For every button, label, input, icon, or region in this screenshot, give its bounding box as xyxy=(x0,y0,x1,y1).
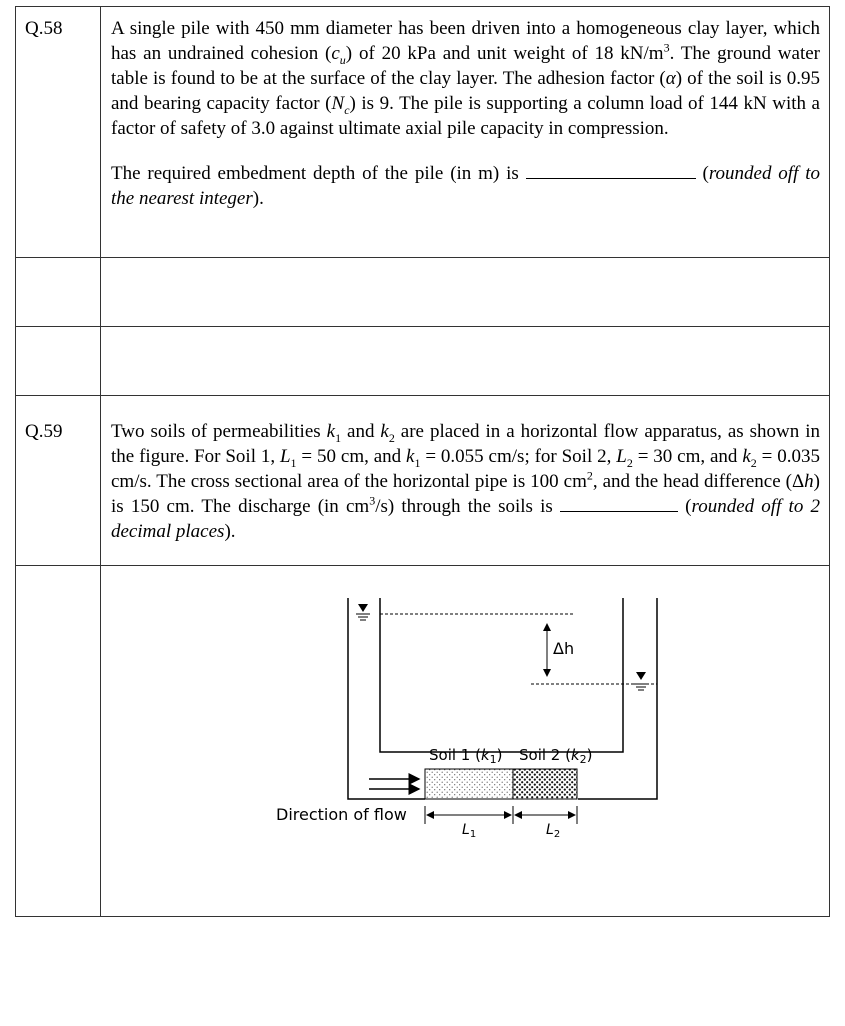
flow-direction-arrows xyxy=(369,779,419,789)
left-tube-outer-wall xyxy=(348,598,425,799)
q59-statement: Two soils of permeabilities $k_1$ and $k_2$ are placed in a horizontal flow apparatus, as shown in the figure. For Soil 1, $L_1 = 50$ cm, and $k_1 = 0.055$ cm/s; for Soil 2, $L_2 = 30$ cm, and $k_2 = 0.035$ cm/s. The cross sectional area of the horizontal pipe is 100 $cm^2$, and the head difference (Δh) is 150 cm. The discharge (in $cm^3/s$) through the soils is (rounded off to 2 decimal places). xyxy=(111,421,821,542)
soil-2-label: Soil 2 $(k_2)$ xyxy=(519,746,593,766)
subscript: c xyxy=(344,102,350,117)
q58-text xyxy=(101,7,830,258)
spacer-cell xyxy=(16,327,101,396)
italic-symbol: k xyxy=(406,446,415,467)
spacer-cell xyxy=(16,258,101,327)
italic-symbol: L xyxy=(616,446,627,467)
superscript: 2 xyxy=(586,468,593,483)
q58-question: The required embedment depth of the pile (in m) is (rounded off to the nearest integer). xyxy=(111,163,820,209)
q59-text xyxy=(101,396,830,566)
subscript: 2 xyxy=(626,455,633,470)
q58-row xyxy=(16,7,830,258)
answer-blank xyxy=(560,496,678,512)
italic-symbol: N xyxy=(331,93,345,114)
subscript: 1 xyxy=(290,455,297,470)
figure-row xyxy=(16,566,830,917)
italic-symbol: α xyxy=(665,68,676,89)
subscript: 2 xyxy=(750,455,757,470)
italic-symbol: k xyxy=(380,421,389,442)
spacer-cell xyxy=(101,327,830,396)
right-water-level-symbol xyxy=(634,672,648,690)
inner-wall xyxy=(380,598,623,752)
italic-symbol: rounded off to the nearest integer xyxy=(111,163,820,209)
subscript: 1 xyxy=(335,430,342,445)
figure-cell xyxy=(101,566,830,917)
question-number: Q.58 xyxy=(16,7,101,258)
italic-symbol: k xyxy=(326,421,336,442)
q58-statement: A single pile with 450 mm diameter has been driven into a homogeneous clay layer, which has an undrained cohesion $(c_u)$ of 20 kPa and unit weight of 18 $kN/m^3$. The ground water table is found to be at the surface of the clay layer. The adhesion factor (α) of the soil is 0.95 and bearing capacity factor $(N_c)$ is 9. The pile is supporting a column load of 144 kN with a factor of safety of 3.0 against ultimate axial pile capacity in compression. xyxy=(111,18,821,139)
L1-label: $L_1$ xyxy=(462,822,477,840)
italic-symbol: h xyxy=(804,471,814,492)
subscript: u xyxy=(339,52,346,67)
spacer-row xyxy=(16,258,830,327)
direction-of-flow-label: Direction of flow xyxy=(276,805,407,824)
italic-symbol: c xyxy=(331,43,340,64)
spacer-row xyxy=(16,327,830,396)
superscript: 3 xyxy=(663,40,670,55)
question-number: Q.59 xyxy=(16,396,101,566)
L2-label: $L_2$ xyxy=(546,822,561,840)
right-tube-outer-wall xyxy=(578,598,657,799)
soil-1-label: Soil 1 $(k_1)$ xyxy=(429,746,503,766)
spacer-cell xyxy=(101,258,830,327)
subscript: 2 xyxy=(388,430,395,445)
italic-symbol: rounded off to 2 decimal places xyxy=(111,496,821,542)
italic-symbol: k xyxy=(742,446,751,467)
italic-symbol: L xyxy=(279,446,291,467)
question-table xyxy=(15,6,830,917)
left-water-level-symbol xyxy=(356,604,370,620)
flow-apparatus-figure xyxy=(101,566,838,916)
spacer-cell xyxy=(16,566,101,917)
subscript: 1 xyxy=(414,455,421,470)
superscript: 3 xyxy=(369,493,376,508)
delta-h-label: Δh xyxy=(553,639,575,658)
answer-blank xyxy=(526,163,696,179)
q59-row xyxy=(16,396,830,566)
soil-1-sample xyxy=(425,769,513,799)
soil-2-sample xyxy=(513,769,577,799)
